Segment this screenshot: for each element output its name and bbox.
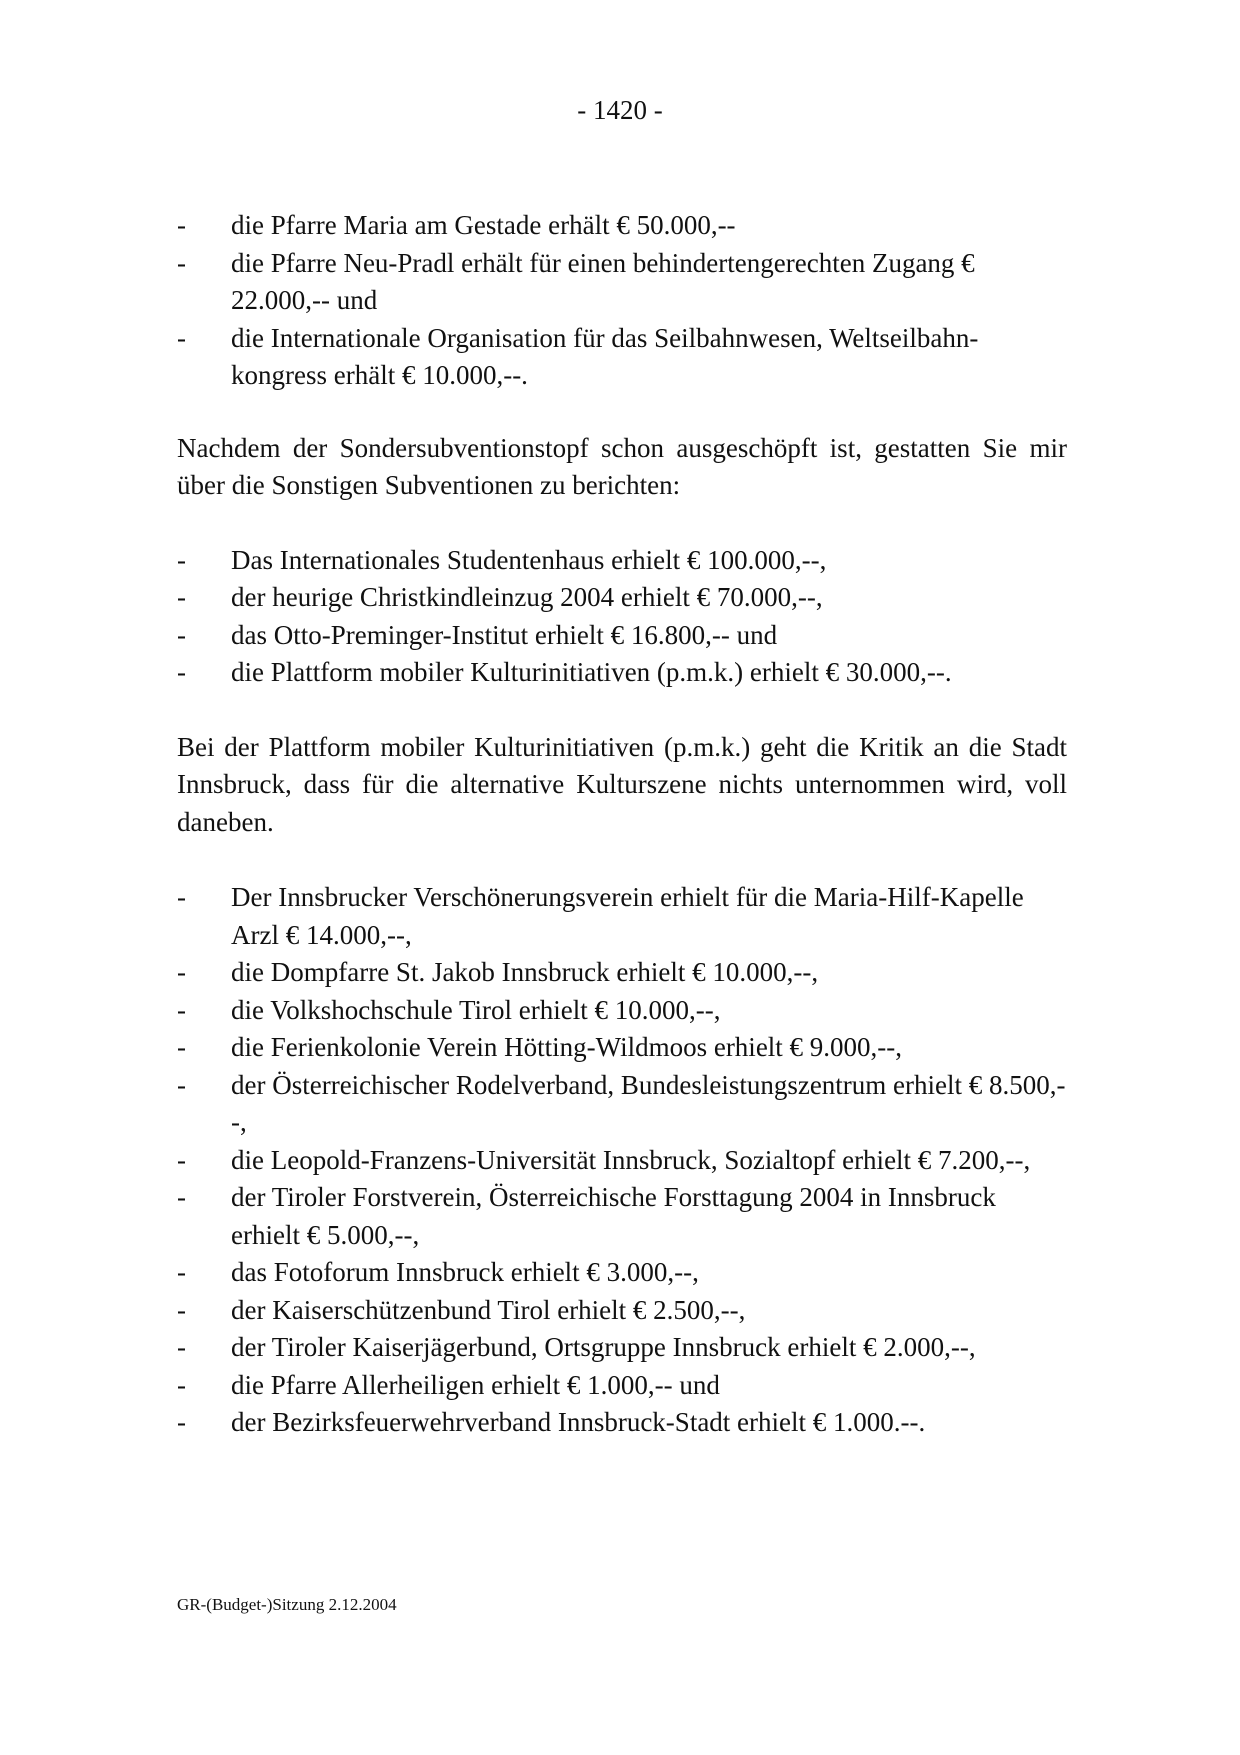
list-item-text: das Otto-Preminger-Institut erhielt € 16.800,-- und <box>231 619 778 650</box>
list-dash: - <box>177 1144 186 1175</box>
list-dash: - <box>177 544 186 575</box>
list-dash: - <box>177 247 186 278</box>
list-item-text: die Plattform mobiler Kulturinitiativen (p.m.k.) erhielt € 30.000,--. <box>231 657 952 687</box>
list-dash: - <box>177 1182 186 1212</box>
list-item <box>177 542 1067 580</box>
list-item-text: der Österreichischer Rodelverband, Bundesleistungszentrum erhielt € 8.500,--, <box>231 1069 1066 1137</box>
list-item <box>177 320 1067 395</box>
list-item-text: die Pfarre Maria am Gestade erhält € 50.000,-- <box>231 210 736 240</box>
list-item <box>177 1029 1067 1067</box>
paragraph-pmk-criticism: Bei der Plattform mobiler Kulturinitiativen (p.m.k.) geht die Kritik an die Stadt Innsbruck, dass für die alternative Kulturszene nichts unternommen wird, voll daneben. <box>177 731 1067 837</box>
list-dash: - <box>177 1257 186 1287</box>
list-dash: - <box>177 582 186 612</box>
list-item <box>177 992 1067 1030</box>
list-item-text: der Bezirksfeuerwehrverband Innsbruck-Stadt erhielt € 1.000.--. <box>231 1407 926 1437</box>
list-item <box>177 1179 1067 1254</box>
list-dash: - <box>177 619 186 650</box>
list-dash: - <box>177 1294 186 1325</box>
list-item-text: die Leopold-Franzens-Universität Innsbruck, Sozialtopf erhielt € 7.200,--, <box>231 1144 1031 1175</box>
list-item <box>177 245 1067 320</box>
other-subsidies-list <box>177 542 1067 692</box>
list-dash: - <box>177 994 186 1025</box>
list-dash: - <box>177 882 186 912</box>
list-item-text: die Volkshochschule Tirol erhielt € 10.000,--, <box>231 994 721 1025</box>
list-item <box>177 1292 1067 1330</box>
list-item <box>177 579 1067 617</box>
footer-session-label: GR-(Budget-)Sitzung 2.12.2004 <box>177 1595 397 1614</box>
list-item-text: die Pfarre Allerheiligen erhielt € 1.000,-- und <box>231 1369 720 1400</box>
list-item <box>177 1142 1067 1180</box>
list-dash: - <box>177 322 186 353</box>
list-item <box>177 1254 1067 1292</box>
list-item-text: die Pfarre Neu-Pradl erhält für einen behindertengerechten Zugang € 22.000,-- und <box>231 247 975 315</box>
list-dash: - <box>177 1369 186 1400</box>
list-item <box>177 1067 1067 1142</box>
list-item <box>177 207 1067 245</box>
list-item-text: Der Innsbrucker Verschönerungsverein erhielt für die Maria-Hilf-Kapelle Arzl € 14.000,--, <box>231 882 1024 950</box>
paragraph-other-subsidies-intro: Nachdem der Sondersubventionstopf schon ausgeschöpft ist, gestatten Sie mir über die Sonstigen Subventionen zu berichten: <box>177 432 1067 500</box>
list-item-text: die Internationale Organisation für das Seilbahnwesen, Weltseilbahn-kongress erhält € 10.000,--. <box>231 322 979 390</box>
further-subsidies-list <box>177 879 1067 1442</box>
list-item-text: Das Internationales Studentenhaus erhielt € 100.000,--, <box>231 544 827 575</box>
list-item <box>177 1329 1067 1367</box>
list-item-text: der heurige Christkindleinzug 2004 erhielt € 70.000,--, <box>231 582 823 612</box>
list-item <box>177 879 1067 954</box>
list-dash: - <box>177 1407 186 1437</box>
list-dash: - <box>177 657 186 687</box>
list-dash: - <box>177 210 186 240</box>
list-item-text: der Tiroler Kaiserjägerbund, Ortsgruppe Innsbruck erhielt € 2.000,--, <box>231 1332 976 1362</box>
list-item <box>177 1367 1067 1405</box>
page-number: - 1420 - <box>577 95 663 125</box>
list-item <box>177 617 1067 655</box>
list-item-text: die Ferienkolonie Verein Hötting-Wildmoos erhielt € 9.000,--, <box>231 1032 903 1062</box>
list-item-text: die Dompfarre St. Jakob Innsbruck erhielt € 10.000,--, <box>231 957 819 987</box>
list-dash: - <box>177 1032 186 1062</box>
list-item-text: das Fotoforum Innsbruck erhielt € 3.000,--, <box>231 1257 699 1287</box>
list-dash: - <box>177 1069 186 1100</box>
list-item <box>177 954 1067 992</box>
list-dash: - <box>177 1332 186 1362</box>
parish-subsidies-list <box>177 207 1067 395</box>
list-item <box>177 1404 1067 1442</box>
list-item <box>177 654 1067 692</box>
list-dash: - <box>177 957 186 987</box>
list-item-text: der Kaiserschützenbund Tirol erhielt € 2.500,--, <box>231 1294 746 1325</box>
list-item-text: der Tiroler Forstverein, Österreichische Forsttagung 2004 in Innsbruck erhielt € 5.000,--, <box>231 1182 996 1250</box>
document-body <box>177 207 1067 1442</box>
